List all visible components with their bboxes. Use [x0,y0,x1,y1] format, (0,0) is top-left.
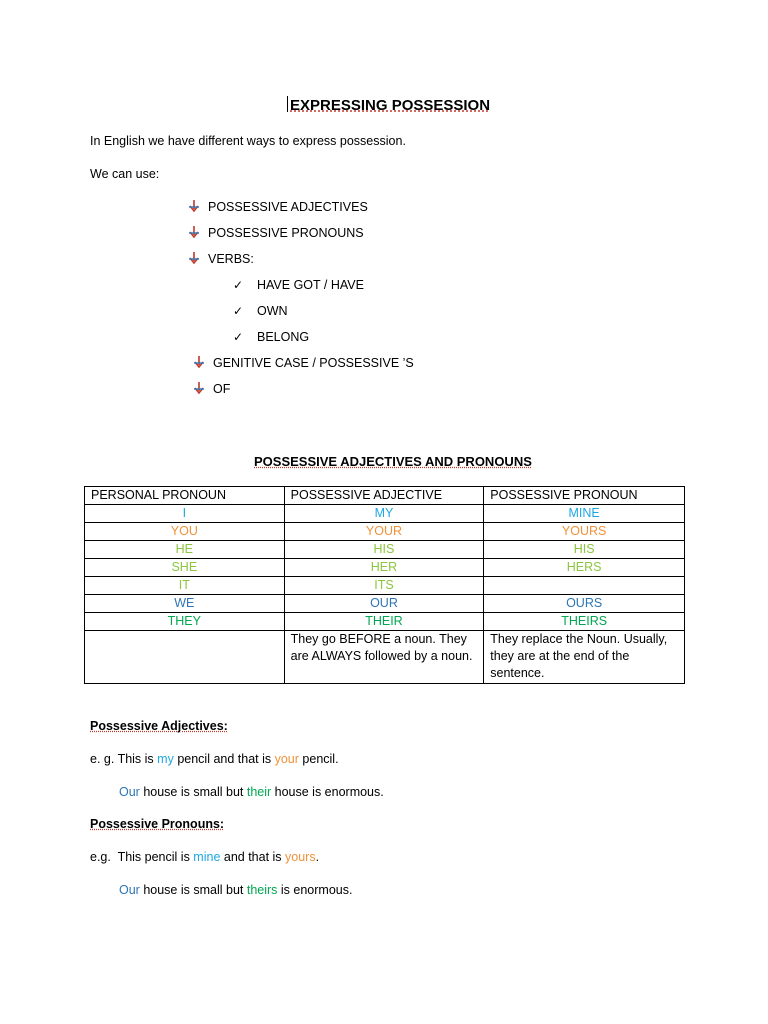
highlight-word: your [274,752,299,766]
personal-pronoun-cell: WE [85,595,285,613]
verb-item: ✓ BELONG [233,330,310,344]
possessive-adjective-cell: YOUR [284,523,484,541]
highlight-word: Our [119,785,140,799]
verb-item: ✓ HAVE GOT / HAVE [233,278,364,292]
possessive-adjective-cell: OUR [284,595,484,613]
highlight-word: theirs [246,883,278,897]
highlight-word: mine [193,850,221,864]
highlight-word: Our [119,883,140,897]
possessive-adjective-cell: ITS [284,577,484,595]
column-header: POSSESSIVE ADJECTIVE [284,487,484,505]
adjective-example-2: Our house is small but their house is enormous. [119,785,384,799]
adjective-example-1: e. g. This is my pencil and that is your pencil. [90,752,339,766]
possessive-pronoun-cell: THEIRS [484,613,685,631]
possessive-table [84,486,685,684]
highlight-word: their [246,785,272,799]
section-title: POSSESSIVE ADJECTIVES AND PRONOUNS [254,454,532,469]
text-cursor [287,96,288,112]
possessive-adjective-cell: MY [284,505,484,523]
possessive-pronoun-cell: HIS [484,541,685,559]
page-title: EXPRESSING POSSESSION [287,96,490,115]
pronoun-example-2: Our house is small but theirs is enormous. [119,883,353,897]
table-row [85,613,685,631]
column-header: PERSONAL PRONOUN [85,487,285,505]
adjective-note-cell: They go BEFORE a noun. They are ALWAYS followed by a noun. [284,631,484,684]
intro-text: In English we have different ways to express possession. [90,134,406,148]
bullet-item: POSSESSIVE ADJECTIVES [188,199,368,215]
possessive-pronoun-cell: MINE [484,505,685,523]
checkmark-icon: ✓ [233,278,244,292]
table-row [85,523,685,541]
we-can-use-text: We can use: [90,167,160,181]
possessive-adjective-cell: THEIR [284,613,484,631]
personal-pronoun-cell: SHE [85,559,285,577]
highlight-word: my [157,752,174,766]
arrow-bullet-icon [193,356,205,368]
arrow-bullet-icon [188,226,200,238]
arrow-bullet-icon [193,382,205,394]
personal-pronoun-cell: THEY [85,613,285,631]
adjectives-heading: Possessive Adjectives: [90,719,228,733]
table-row [85,559,685,577]
possessive-adjective-cell: HER [284,559,484,577]
possessive-pronoun-cell: HERS [484,559,685,577]
bullet-item: OF [193,381,230,397]
personal-pronoun-cell: HE [85,541,285,559]
checkmark-icon: ✓ [233,330,244,344]
personal-pronoun-cell: I [85,505,285,523]
personal-pronoun-cell: IT [85,577,285,595]
verb-item: ✓ OWN [233,304,288,318]
arrow-bullet-icon [188,252,200,264]
table-header-row [85,487,685,505]
table-row [85,595,685,613]
pronoun-example-1: e.g. This pencil is mine and that is yours. [90,850,320,864]
bullet-item: VERBS: [188,251,254,267]
empty-cell [85,631,285,684]
arrow-bullet-icon [188,200,200,212]
personal-pronoun-cell: YOU [85,523,285,541]
possessive-pronoun-cell: YOURS [484,523,685,541]
highlight-word: yours [285,850,316,864]
bullet-item: GENITIVE CASE / POSSESSIVE ’S [193,355,414,371]
possessive-adjective-cell: HIS [284,541,484,559]
table-row [85,577,685,595]
pronoun-note-cell: They replace the Noun. Usually, they are at the end of the sentence. [484,631,685,684]
table-row [85,541,685,559]
table-row [85,505,685,523]
possessive-pronoun-cell [484,577,685,595]
bullet-item: POSSESSIVE PRONOUNS [188,225,364,241]
possessive-pronoun-cell: OURS [484,595,685,613]
column-header: POSSESSIVE PRONOUN [484,487,685,505]
checkmark-icon: ✓ [233,304,244,318]
table-notes-row [85,631,685,684]
pronouns-heading: Possessive Pronouns: [90,817,225,831]
